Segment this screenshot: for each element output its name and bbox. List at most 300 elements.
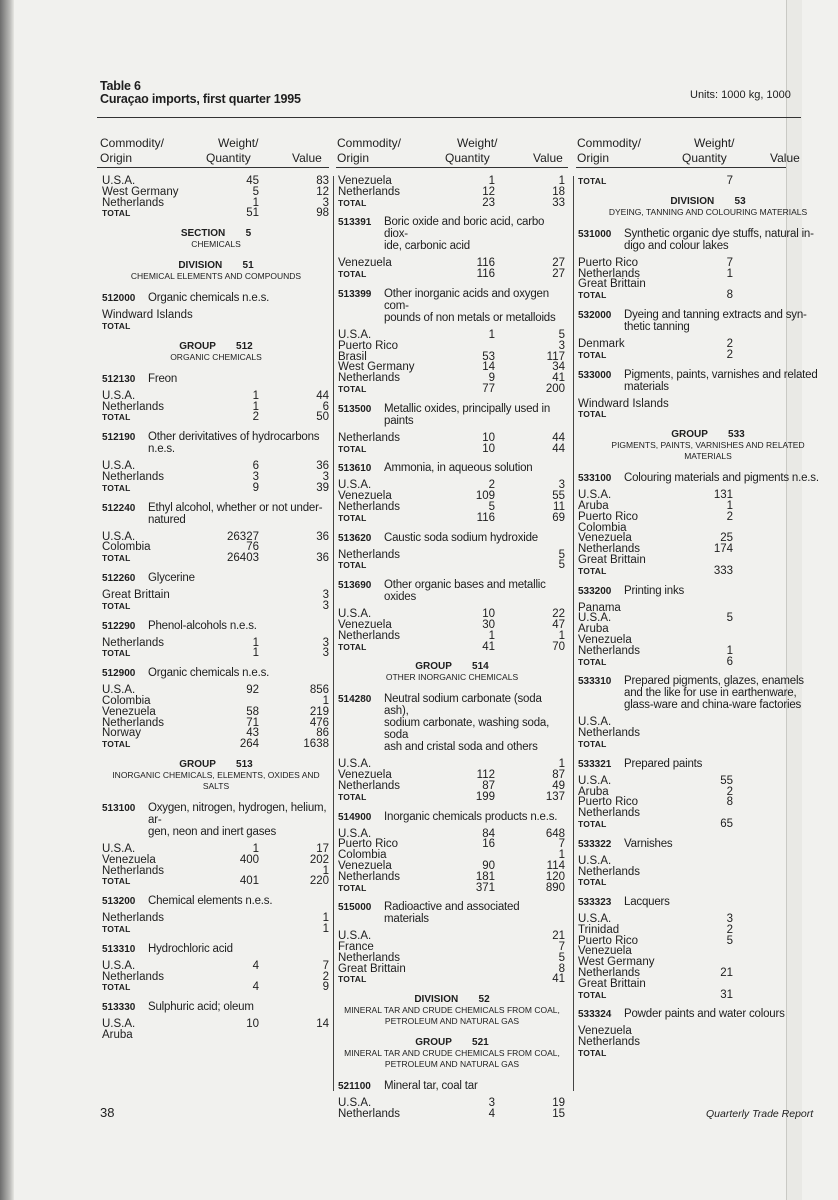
origin-country: Netherlands (338, 500, 401, 513)
value: 1 (558, 849, 565, 862)
total-label: TOTAL (578, 565, 607, 576)
value (733, 646, 803, 657)
total-row (578, 1048, 838, 1059)
total-label: TOTAL (338, 269, 367, 280)
weight-quantity: 400 (239, 853, 259, 866)
total-label: TOTAL (102, 982, 131, 993)
weight-quantity (678, 739, 733, 750)
origin-country: Great Brittain (338, 962, 406, 975)
origin-country: Venezuela (338, 859, 392, 872)
origin-country: U.S.A. (102, 959, 136, 972)
commodity-description: Colouring materials and pigments n.e.s. (624, 472, 819, 485)
value: 7 (558, 941, 565, 954)
value: 87 (552, 769, 565, 782)
total-label: TOTAL (578, 877, 607, 888)
value: 12 (316, 185, 329, 198)
total-row (102, 412, 330, 423)
header-rule-3 (576, 167, 786, 168)
commodity-item (578, 838, 838, 850)
table-row (578, 603, 838, 614)
commodity-description: Oxygen, nitrogen, hydrogen, helium, ar- gen, neon and inert gases (148, 801, 327, 838)
value (733, 914, 803, 925)
publication-name: Quarterly Trade Report (706, 1108, 814, 1120)
weight-quantity (202, 1030, 259, 1041)
table-row (578, 1037, 838, 1048)
value (733, 946, 803, 957)
value: 1 (322, 864, 329, 877)
total-row (578, 350, 838, 361)
commodity-item (578, 309, 838, 333)
origin-country: U.S.A. (578, 854, 612, 867)
value (733, 925, 803, 936)
origin-country: Windward Islands (102, 309, 193, 322)
weight-quantity: 4 (252, 959, 259, 972)
value (733, 717, 803, 728)
origin-country: Netherlands (102, 912, 165, 925)
value (733, 1026, 803, 1037)
origin-rows (578, 776, 838, 830)
weight-quantity: 3 (488, 1097, 495, 1110)
origin-country: Puerto Rico (578, 510, 639, 523)
weight-quantity (438, 974, 495, 985)
weight-quantity: 90 (482, 859, 495, 872)
origin-rows (338, 258, 566, 280)
weight-quantity: 7 (726, 256, 733, 269)
weight-quantity: 9 (252, 481, 259, 494)
origin-country: Colombia (338, 849, 387, 862)
commodity-item (338, 532, 566, 544)
heading-subtitle: DYEING, TANNING AND COLOURING MATERIALS (608, 206, 808, 217)
weight-quantity: 71 (246, 716, 259, 729)
value (733, 339, 803, 350)
value: 219 (309, 705, 329, 718)
total-row (578, 819, 838, 830)
origin-rows (338, 433, 566, 455)
origin-country: Netherlands (578, 644, 641, 657)
origin-country: U.S.A. (102, 684, 136, 697)
value (733, 290, 803, 301)
origin-country: Netherlands (338, 372, 401, 385)
table-row (338, 631, 566, 642)
value: 19 (552, 1097, 565, 1110)
commodity-description: Other derivitatives of hydrocarbons n.e.s. (148, 431, 320, 456)
value: 856 (309, 684, 329, 697)
origin-country: Denmark (578, 337, 625, 350)
weight-quantity: 77 (482, 382, 495, 395)
table-row (102, 855, 330, 866)
value: 70 (552, 640, 565, 653)
origin-country: Venezuela (102, 853, 156, 866)
origin-country: Netherlands (102, 470, 165, 483)
header-weight: Weight/ (694, 136, 735, 150)
table-title: Curaçao imports, first quarter 1995 (100, 92, 301, 106)
value: 36 (316, 460, 329, 473)
total-row (578, 657, 838, 668)
origin-country: Norway (102, 727, 141, 740)
header-commodity: Commodity/ (577, 136, 642, 150)
commodity-code: 533310 (578, 676, 612, 688)
value: 200 (545, 382, 565, 395)
weight-quantity: 5 (488, 500, 495, 513)
value: 41 (552, 372, 565, 385)
value: 476 (309, 716, 329, 729)
origin-country: Aruba (102, 1028, 133, 1041)
value: 69 (552, 511, 565, 524)
commodity-item (578, 896, 838, 908)
origin-rows (102, 685, 330, 750)
total-label: TOTAL (102, 600, 131, 611)
heading-title: GROUP 512 (179, 340, 253, 352)
origin-country: Netherlands (102, 864, 165, 877)
header-origin: Origin (337, 151, 370, 165)
value (259, 1030, 329, 1041)
origin-country: Netherlands (338, 1108, 401, 1121)
total-row (102, 483, 330, 494)
weight-quantity: 5 (252, 185, 259, 198)
value (733, 544, 803, 555)
commodity-item (102, 431, 330, 455)
commodity-description: Caustic soda sodium hydroxide (384, 531, 539, 544)
classification-heading (102, 260, 330, 282)
weight-quantity: 6 (252, 460, 259, 473)
weight-quantity: 1 (252, 647, 259, 660)
origin-country: U.S.A. (102, 842, 136, 855)
origin-country: Netherlands (338, 779, 401, 792)
header-rule-1 (97, 167, 329, 168)
origin-rows (578, 258, 838, 301)
value (733, 819, 803, 830)
table-column-1 (102, 176, 330, 1049)
total-row (102, 876, 330, 887)
commodity-description: Printing inks (624, 584, 685, 597)
origin-country: Puerto Rico (338, 339, 399, 352)
commodity-description: Organic chemicals n.e.s. (148, 667, 270, 680)
origin-country: U.S.A. (578, 612, 612, 625)
commodity-code: 513690 (338, 580, 372, 592)
commodity-item (102, 572, 330, 584)
total-label: TOTAL (578, 818, 607, 829)
weight-quantity: 2 (726, 348, 733, 361)
commodity-description: Lacquers (624, 896, 670, 909)
value: 3 (322, 196, 329, 209)
commodity-description: Prepared paints (624, 757, 703, 770)
value: 117 (546, 350, 565, 363)
origin-country: U.S.A. (578, 716, 612, 729)
origin-rows (102, 1019, 330, 1041)
value (733, 258, 803, 269)
commodity-code: 533322 (578, 838, 612, 850)
origin-country: Netherlands (338, 951, 401, 964)
value (733, 776, 803, 787)
commodity-item (102, 802, 330, 838)
weight-quantity (438, 560, 495, 571)
weight-quantity (678, 877, 733, 888)
commodity-code: 512240 (102, 502, 136, 514)
commodity-code: 513500 (338, 403, 372, 415)
weight-quantity: 1 (488, 328, 495, 341)
value: 83 (316, 175, 329, 187)
commodity-item (578, 585, 838, 597)
weight-quantity (202, 924, 259, 935)
commodity-description: Sulphuric acid; oleum (148, 1001, 254, 1014)
origin-rows (102, 461, 330, 493)
table-row (338, 1109, 566, 1120)
classification-heading (578, 429, 838, 462)
commodity-code: 513100 (102, 802, 136, 814)
commodity-code: 512190 (102, 432, 136, 444)
weight-quantity: 131 (713, 489, 733, 502)
column-divider-1 (333, 176, 334, 1091)
value: 36 (316, 530, 329, 543)
weight-quantity: 2 (726, 510, 733, 523)
heading-title: DIVISION 52 (414, 994, 490, 1006)
commodity-item (578, 369, 838, 393)
weight-quantity (438, 341, 495, 352)
origin-rows (578, 399, 838, 421)
table-row (102, 472, 330, 483)
weight-quantity: 26327 (227, 530, 259, 543)
total-row (338, 513, 566, 524)
weight-quantity: 2 (726, 923, 733, 936)
value: 47 (552, 618, 565, 631)
total-label: TOTAL (338, 197, 367, 208)
heading-subtitle: OTHER INORGANIC CHEMICALS (385, 672, 519, 683)
origin-country: Great Brittain (102, 588, 170, 601)
table-row (578, 728, 838, 739)
origin-country: Netherlands (338, 185, 401, 198)
commodity-code: 533100 (578, 473, 612, 485)
value (733, 957, 803, 968)
heading-title: GROUP 514 (415, 661, 489, 673)
origin-country: U.S.A. (338, 479, 372, 492)
heading-title: GROUP 521 (415, 1037, 489, 1049)
origin-country: Windward Islands (578, 397, 669, 410)
weight-quantity: 1 (252, 389, 259, 402)
heading-title: GROUP 533 (671, 429, 745, 441)
table-row (338, 502, 566, 513)
commodity-item (338, 462, 566, 474)
commodity-description: Ammonia, in aqueous solution (384, 462, 533, 475)
commodity-code: 513391 (338, 217, 372, 229)
value: 6 (322, 400, 329, 413)
value: 44 (552, 431, 565, 444)
commodity-description: Dyeing and tanning extracts and syn- thetic tanning (624, 308, 807, 333)
value: 1 (322, 694, 329, 707)
origin-country: U.S.A. (102, 389, 136, 402)
value: 7 (558, 838, 565, 851)
table-label: Table 6 (100, 79, 141, 93)
total-row (338, 974, 566, 985)
header-quantity: Quantity (206, 151, 251, 165)
total-label: TOTAL (578, 989, 607, 1000)
commodity-code: 512290 (102, 620, 136, 632)
total-label: TOTAL (578, 656, 607, 667)
commodity-description: Other inorganic acids and oxygen com- pounds of non metals or metalloids (384, 287, 556, 324)
origin-rows (338, 550, 566, 572)
value: 49 (552, 779, 565, 792)
value (733, 490, 803, 501)
commodity-code: 533323 (578, 897, 612, 909)
value (733, 728, 803, 739)
origin-country: U.S.A. (338, 608, 372, 621)
value: 3 (558, 479, 565, 492)
commodity-code: 512260 (102, 572, 136, 584)
origin-country: West Germany (338, 361, 415, 374)
value (733, 1048, 803, 1059)
total-label: TOTAL (578, 176, 607, 186)
commodity-description: Organic chemicals n.e.s. (148, 292, 270, 305)
value: 3 (558, 339, 565, 352)
commodity-description: Powder paints and water colours (624, 1008, 785, 1021)
total-row (578, 877, 838, 888)
weight-quantity (678, 867, 733, 878)
origin-country: Netherlands (102, 196, 165, 209)
commodity-description: Radioactive and associated materials (384, 901, 520, 926)
value: 18 (552, 185, 565, 198)
weight-quantity: 5 (726, 612, 733, 625)
value (733, 409, 803, 420)
origin-country: France (338, 941, 374, 954)
weight-quantity: 2 (726, 337, 733, 350)
origin-rows (102, 844, 330, 887)
value: 50 (316, 411, 329, 424)
weight-quantity: 45 (246, 175, 259, 187)
heading-subtitle: PIGMENTS, PAINTS, VARNISHES AND RELATED MATERIALS (611, 440, 805, 462)
commodity-description: Hydrochloric acid (148, 942, 233, 955)
weight-quantity (202, 601, 259, 612)
value (733, 990, 803, 1001)
value (733, 523, 803, 534)
commodity-description: Neutral sodium carbonate (soda ash), sodium carbonate, washing soda, soda ash and cristal soda and others (384, 693, 550, 754)
commodity-item (338, 811, 566, 823)
value: 1 (558, 629, 565, 642)
header-value: Value (533, 151, 563, 165)
commodity-item (578, 472, 838, 484)
commodity-description: Freon (148, 372, 178, 385)
weight-quantity (678, 728, 733, 739)
commodity-item (102, 620, 330, 632)
weight-quantity: 58 (246, 705, 259, 718)
origin-country: U.S.A. (102, 460, 136, 473)
weight-quantity (438, 942, 495, 953)
value (259, 310, 329, 321)
total-row (338, 560, 566, 571)
weight-quantity (678, 1037, 733, 1048)
table-row (578, 339, 838, 350)
value: 202 (309, 853, 329, 866)
weight-quantity: 7 (726, 175, 733, 187)
weight-quantity: 23 (482, 196, 495, 209)
origin-country: Netherlands (338, 870, 401, 883)
total-label: TOTAL (338, 791, 367, 802)
origin-country: U.S.A. (102, 175, 136, 187)
value: 34 (552, 361, 565, 374)
total-row (578, 409, 838, 420)
table-row (102, 638, 330, 649)
table-row (578, 808, 838, 819)
commodity-item (338, 288, 566, 324)
value (733, 808, 803, 819)
total-label: TOTAL (338, 560, 367, 571)
origin-rows (338, 1098, 566, 1120)
value: 21 (552, 930, 565, 943)
origin-country: Venezuela (578, 1025, 632, 1038)
weight-quantity: 25 (720, 532, 733, 545)
weight-quantity (202, 972, 259, 983)
classification-heading (102, 228, 330, 250)
value: 5 (558, 328, 565, 341)
units-note: Units: 1000 kg, 1000 (690, 89, 791, 101)
value: 1 (558, 175, 565, 187)
value: 1 (558, 758, 565, 771)
table-row (578, 279, 838, 290)
origin-country: Netherlands (578, 1036, 641, 1049)
total-row (102, 553, 330, 564)
total-row (102, 982, 330, 993)
origin-rows (338, 759, 566, 802)
value: 55 (552, 490, 565, 503)
weight-quantity: 1 (488, 629, 495, 642)
origin-country: Netherlands (578, 967, 641, 980)
value: 890 (545, 881, 565, 894)
total-row (338, 269, 566, 280)
value: 27 (552, 257, 565, 270)
value (733, 350, 803, 361)
table-row (578, 399, 838, 410)
table-row (102, 402, 330, 413)
value: 1 (322, 922, 329, 935)
weight-quantity: 76 (246, 541, 259, 554)
origin-country: West Germany (578, 956, 655, 969)
weight-quantity: 31 (720, 988, 733, 1001)
weight-quantity: 10 (482, 431, 495, 444)
value (733, 739, 803, 750)
origin-country: Netherlands (578, 543, 641, 556)
title-rule (97, 117, 801, 118)
value (733, 279, 803, 290)
column-divider-2 (573, 176, 574, 1091)
weight-quantity: 10 (482, 608, 495, 621)
origin-rows (578, 490, 838, 576)
table-row (578, 512, 838, 523)
value: 86 (316, 727, 329, 740)
commodity-code: 513200 (102, 896, 136, 908)
origin-country: Netherlands (338, 431, 401, 444)
value: 5 (558, 951, 565, 964)
weight-quantity: 199 (475, 790, 495, 803)
value: 3 (322, 647, 329, 660)
weight-quantity: 2 (726, 785, 733, 798)
value: 3 (322, 588, 329, 601)
origin-country: U.S.A. (338, 930, 372, 943)
page-number: 38 (100, 1105, 115, 1120)
weight-quantity: 1 (488, 175, 495, 187)
weight-quantity: 8 (726, 289, 733, 302)
weight-quantity: 30 (482, 618, 495, 631)
table-row (102, 310, 330, 321)
value (733, 176, 803, 187)
origin-country: Venezuela (338, 257, 392, 270)
value: 3 (322, 636, 329, 649)
value: 98 (316, 207, 329, 220)
weight-quantity (678, 624, 733, 635)
total-row (338, 792, 566, 803)
commodity-description: Boric oxide and boric acid, carbo diox- ide, carbonic acid (384, 216, 545, 253)
origin-country: U.S.A. (338, 758, 372, 771)
header-value: Value (770, 151, 800, 165)
heading-subtitle: ORGANIC CHEMICALS (170, 351, 262, 362)
value (733, 269, 803, 280)
